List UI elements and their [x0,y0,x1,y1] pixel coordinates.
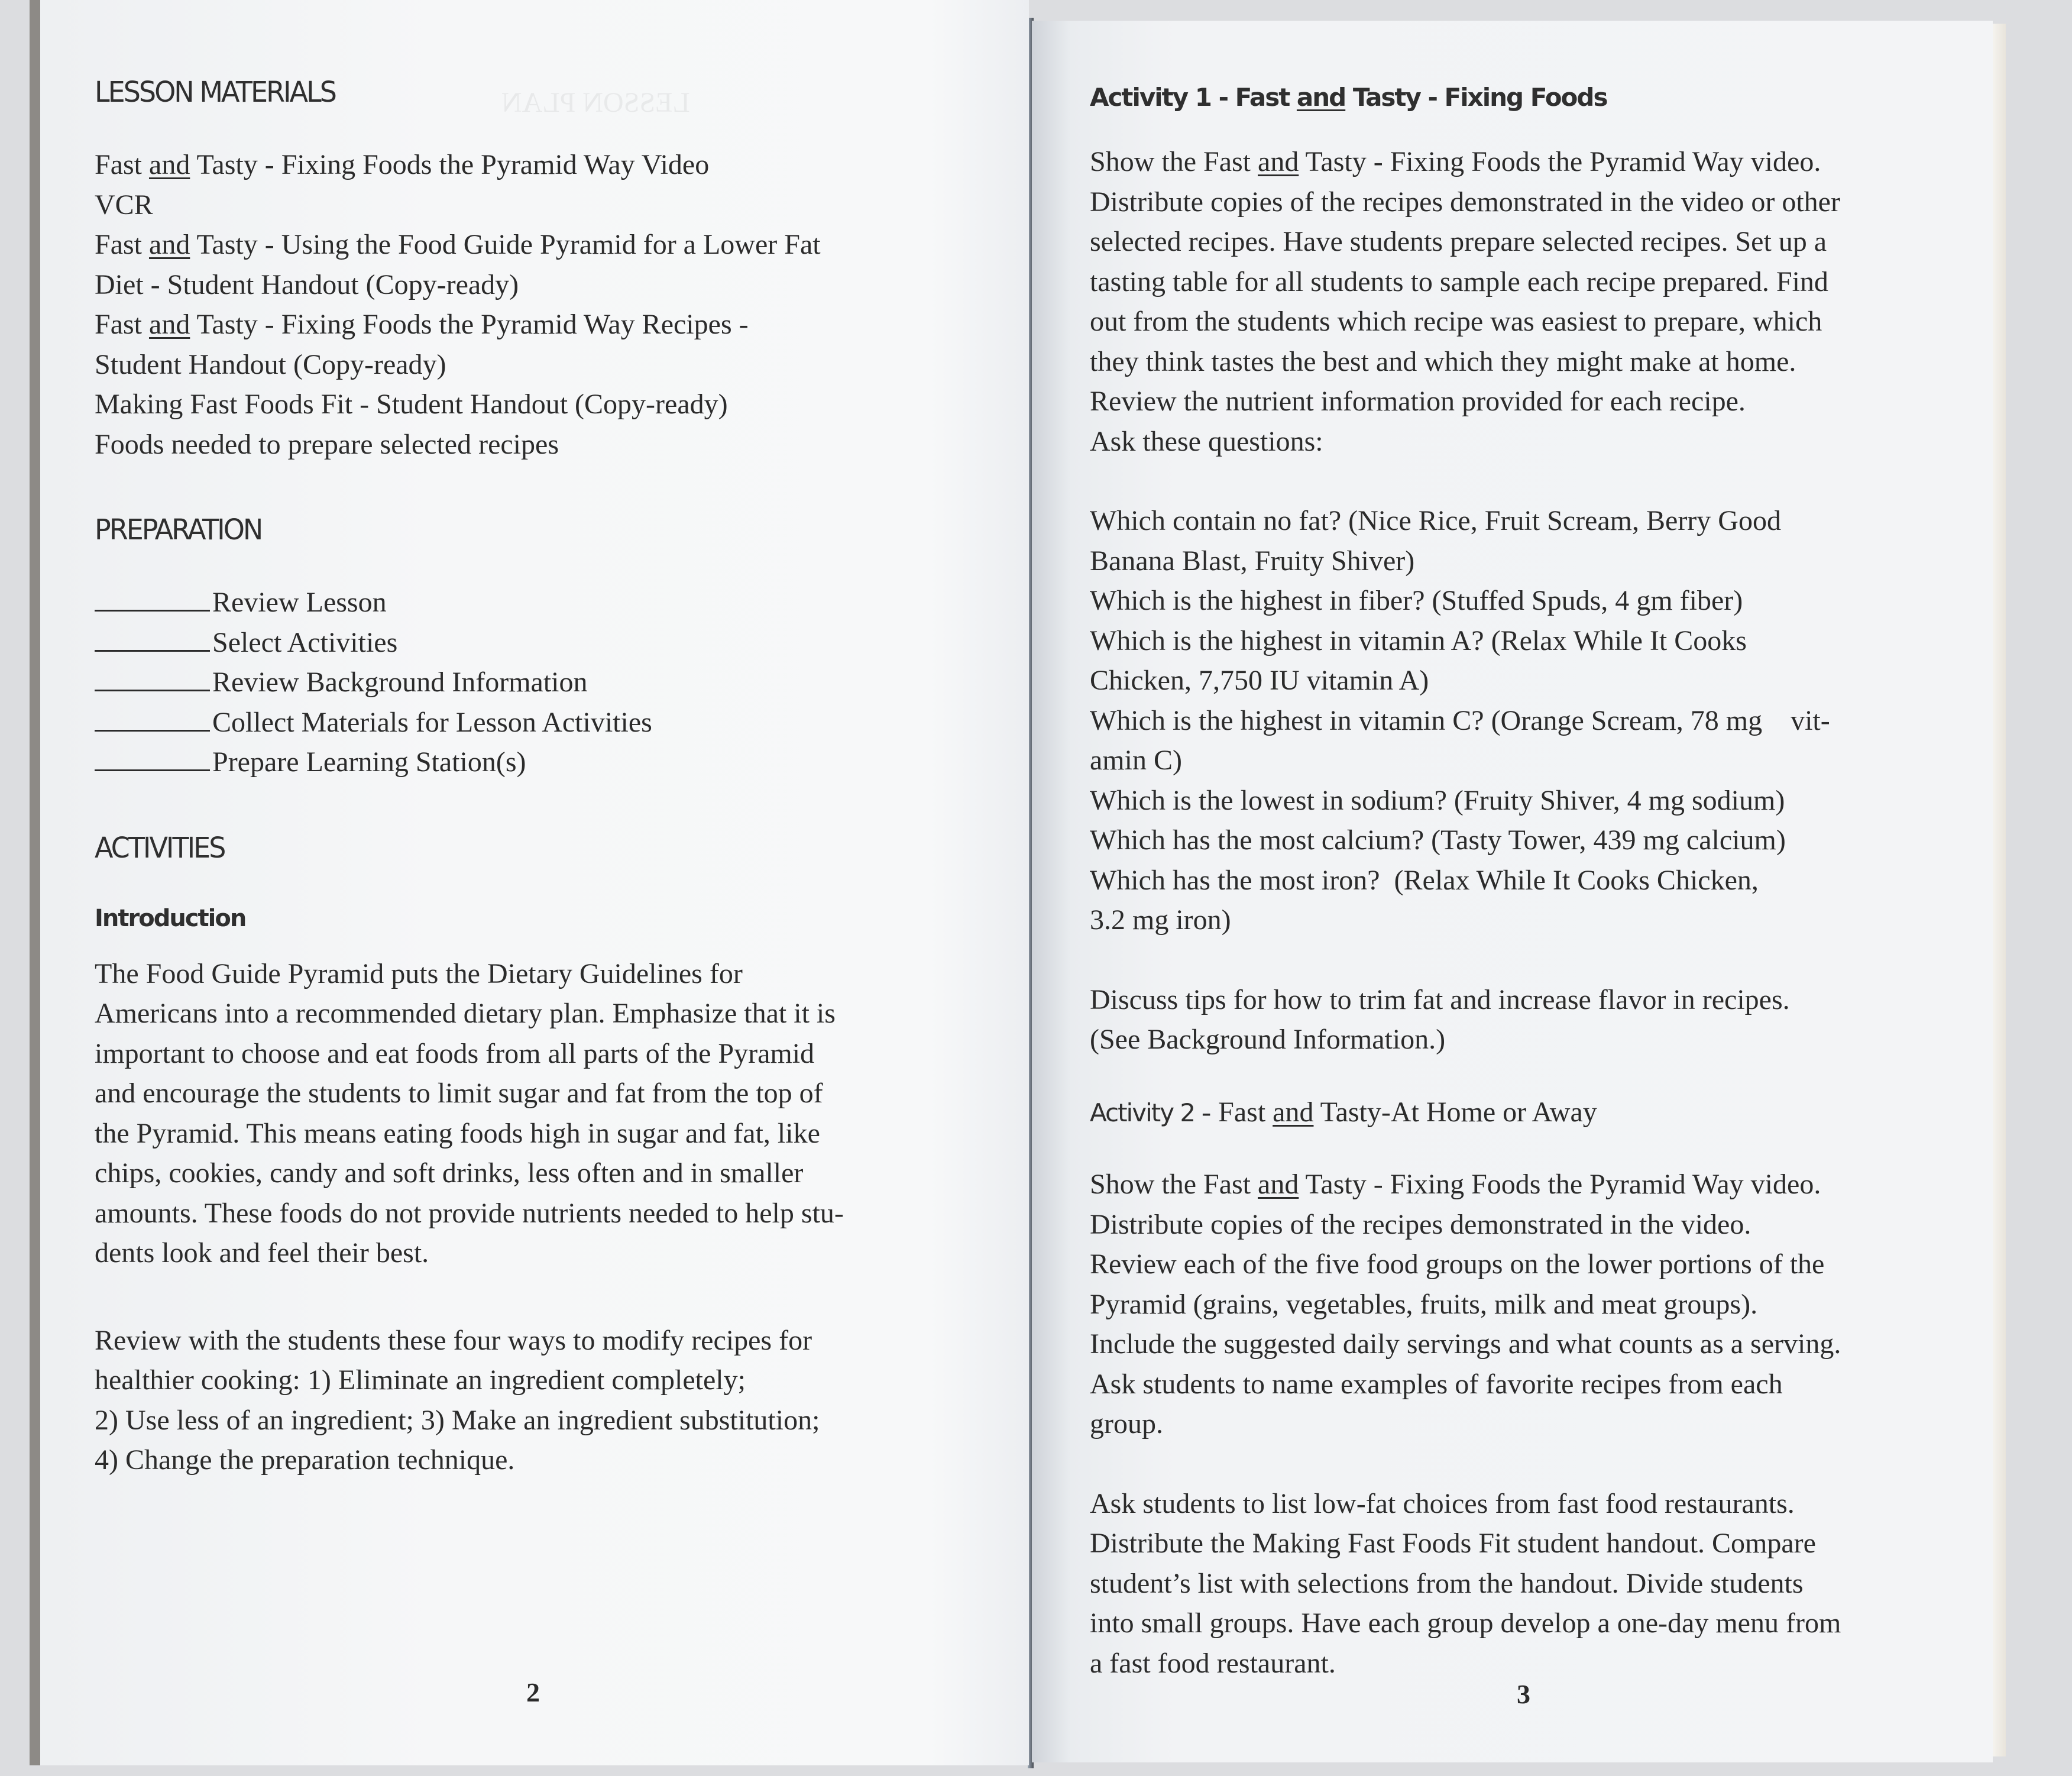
paragraph-line: important to choose and eat foods from all parts of the Pyramid [95,1037,815,1069]
checkbox-blank-line[interactable] [95,626,210,652]
activity1-discuss [1090,980,1977,1060]
checklist-item: Select Activities [95,623,970,663]
checklist-item: Review Lesson [95,583,970,623]
materials-item: Foods needed to prepare selected recipes [95,428,559,460]
page-number: 2 [526,1677,540,1707]
page-number: 3 [1517,1679,1530,1709]
paragraph-line: Ask students to list low-fat choices from fast food restaurants. [1090,1487,1795,1519]
paragraph-line: Ask these questions: [1090,425,1323,457]
question-line: Which is the highest in fiber? (Stuffed Spuds, 4 gm fiber) [1090,585,1743,616]
activity2-fastfood [1090,1484,1977,1684]
activity1-intro [1090,142,1977,461]
paragraph-line: healthier cooking: 1) Eliminate an ingredient completely; [95,1364,746,1396]
paragraph-line: Show the Fast and Tasty - Fixing Foods the Pyramid Way video. [1090,1169,1821,1200]
question-line: amin C) [1090,745,1182,776]
introduction-paragraph [95,954,970,1273]
activity1-heading: Activity 1 - Fast and Tasty - Fixing Foods [1090,83,1607,112]
paragraph-line: 2) Use less of an ingredient; 3) Make an ingredient substitution; [95,1404,820,1436]
checkbox-blank-line[interactable] [95,666,210,691]
materials-item: Diet - Student Handout (Copy-ready) [95,268,519,300]
checklist-item: Review Background Information [95,662,970,703]
modify-recipes-paragraph [95,1321,970,1480]
paragraph-line: Review with the students these four ways to modify recipes for [95,1324,812,1356]
question-line: 3.2 mg iron) [1090,904,1231,936]
paragraph-line: Distribute copies of the recipes demonstrated in the video or other [1090,186,1840,218]
page-edge [1993,24,2006,1756]
paragraph-line: the Pyramid. This means eating foods high in sugar and fat, like [95,1117,820,1149]
paragraph-line: Discuss tips for how to trim fat and increase flavor in recipes. [1090,984,1790,1015]
paragraph-line: selected recipes. Have students prepare selected recipes. Set up a [1090,226,1827,257]
paragraph-line: and encourage the students to limit sugar and fat from the top of [95,1078,823,1109]
introduction-subheading: Introduction [95,904,246,932]
lesson-materials-list [95,145,970,464]
paragraph-line: Americans into a recommended dietary plan. Emphasize that it is [95,998,836,1029]
materials-item: Fast and Tasty - Using the Food Guide Pyramid for a Lower Fat [95,229,821,260]
checklist-item: Collect Materials for Lesson Activities [95,703,970,743]
paragraph-line: student’s list with selections from the handout. Divide students [1090,1567,1804,1599]
paragraph-line: Pyramid (grains, vegetables, fruits, milk and meat groups). [1090,1288,1758,1320]
checkbox-blank-line[interactable] [95,746,210,771]
question-line: Which contain no fat? (Nice Rice, Fruit Scream, Berry Good [1090,505,1781,536]
paragraph-line: Include the suggested daily servings and what counts as a serving. [1090,1328,1841,1360]
question-line: Which has the most iron? (Relax While It Cooks Chicken, [1090,864,1759,896]
question-line: Chicken, 7,750 IU vitamin A) [1090,665,1429,696]
paragraph-line: amounts. These foods do not provide nutrients needed to help stu- [95,1197,844,1229]
materials-item: Fast and Tasty - Fixing Foods the Pyramid Way Video [95,149,710,180]
materials-item: Student Handout (Copy-ready) [95,348,446,380]
paragraph-line: Review each of the five food groups on the lower portions of the [1090,1248,1825,1280]
question-line: Which is the lowest in sodium? (Fruity Shiver, 4 mg sodium) [1090,784,1785,816]
question-line: Which is the highest in vitamin C? (Orange Scream, 78 mg vit- [1090,704,1830,736]
checklist-item: Prepare Learning Station(s) [95,742,970,782]
paragraph-line: into small groups. Have each group develop a one-day menu from [1090,1607,1841,1639]
activities-heading: ACTIVITIES [95,830,225,864]
bleed-through-text: LESSON PLAN [501,87,690,118]
paragraph-line: (See Background Information.) [1090,1024,1446,1055]
paragraph-line: they think tastes the best and which they might make at home. [1090,345,1796,377]
preparation-checklist [95,583,970,782]
activity1-questions [1090,501,1977,940]
paragraph-line: a fast food restaurant. [1090,1647,1336,1679]
paragraph-line: 4) Change the preparation technique. [95,1444,515,1476]
right-page-content [1090,80,1977,1683]
paragraph-line: Review the nutrient information provided for each recipe. [1090,386,1746,417]
paragraph-line: tasting table for all students to sample each recipe prepared. Find [1090,266,1828,297]
paragraph-line: out from the students which recipe was easiest to prepare, which [1090,306,1822,337]
paragraph-line: Ask students to name examples of favorite recipes from each [1090,1368,1783,1400]
activity2-intro [1090,1164,1977,1444]
lesson-materials-heading: LESSON MATERIALS [95,75,335,109]
paragraph-line: The Food Guide Pyramid puts the Dietary Guidelines for [95,957,743,989]
paragraph-line: dents look and feel their best. [95,1237,429,1269]
paragraph-line: Distribute copies of the recipes demonstrated in the video. [1090,1208,1752,1240]
materials-item: Fast and Tasty - Fixing Foods the Pyramid Way Recipes - [95,309,749,340]
materials-item: VCR [95,189,153,221]
question-line: Which has the most calcium? (Tasty Tower, 439 mg calcium) [1090,824,1786,856]
preparation-heading: PREPARATION [95,512,262,546]
checkbox-blank-line[interactable] [95,706,210,732]
question-line: Banana Blast, Fruity Shiver) [1090,545,1415,577]
activity2-heading: Activity 2 - Fast and Tasty-At Home or Away [1090,1096,1597,1128]
checkbox-blank-line[interactable] [95,586,210,612]
paragraph-line: chips, cookies, candy and soft drinks, less often and in smaller [95,1157,804,1189]
materials-item: Making Fast Foods Fit - Student Handout (Copy-ready) [95,389,728,420]
question-line: Which is the highest in vitamin A? (Relax While It Cooks [1090,625,1747,656]
paragraph-line: Distribute the Making Fast Foods Fit student handout. Compare [1090,1528,1816,1559]
paragraph-line: group. [1090,1408,1163,1439]
left-page-content [95,74,970,1480]
paragraph-line: Show the Fast and Tasty - Fixing Foods the Pyramid Way video. [1090,146,1821,177]
